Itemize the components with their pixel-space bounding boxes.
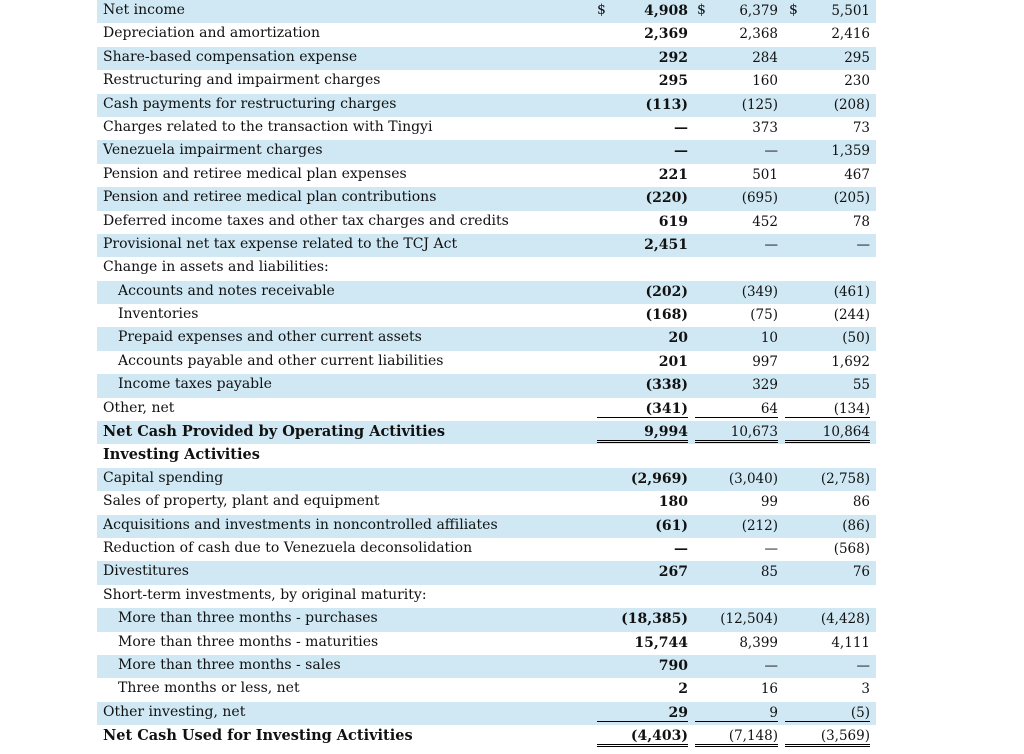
row-label: Cash payments for restructuring charges bbox=[103, 95, 397, 112]
row-label: Depreciation and amortization bbox=[103, 25, 321, 42]
value-col2: 85 bbox=[760, 564, 778, 581]
value-col1: (338) bbox=[645, 377, 688, 394]
value-col3: 86 bbox=[852, 494, 870, 511]
currency-symbol: $ bbox=[597, 2, 606, 18]
value-col3: (5) bbox=[785, 705, 870, 722]
value-col3: (86) bbox=[842, 517, 870, 534]
table-row bbox=[97, 468, 876, 491]
value-col1: — bbox=[674, 540, 688, 557]
value-col2: 997 bbox=[752, 353, 778, 370]
row-label: Net income bbox=[103, 2, 185, 18]
row-label: Pension and retiree medical plan expenses bbox=[103, 165, 407, 182]
value-col3: 2,416 bbox=[831, 26, 870, 43]
total-row bbox=[97, 421, 876, 444]
value-col3: 3 bbox=[861, 681, 870, 698]
table-row bbox=[97, 632, 876, 655]
value-col2: 16 bbox=[760, 681, 778, 698]
value-col1: 267 bbox=[658, 564, 688, 581]
value-col3: (134) bbox=[785, 401, 870, 418]
table-row bbox=[97, 374, 876, 397]
value-col3: 230 bbox=[844, 73, 870, 90]
value-col1: 790 bbox=[658, 657, 688, 674]
table-row bbox=[97, 538, 876, 561]
value-col3: (2,758) bbox=[820, 470, 870, 487]
value-col2: — bbox=[764, 657, 778, 674]
row-label: Restructuring and impairment charges bbox=[103, 72, 381, 89]
table-row bbox=[97, 94, 876, 117]
value-col3: 467 bbox=[844, 166, 870, 183]
row-label: Acquisitions and investments in noncontrolled affiliates bbox=[103, 516, 498, 533]
value-col2: (125) bbox=[741, 96, 778, 113]
value-col3: 78 bbox=[852, 213, 870, 230]
value-col1: 20 bbox=[668, 330, 688, 347]
value-col3: 1,692 bbox=[831, 353, 870, 370]
value-col3: — bbox=[856, 657, 870, 674]
value-col1: 2 bbox=[678, 681, 688, 698]
row-label: Charges related to the transaction with Tingyi bbox=[103, 118, 433, 135]
value-col1: 292 bbox=[658, 49, 688, 66]
row-label: Capital spending bbox=[103, 469, 224, 486]
row-label: More than three months - sales bbox=[118, 656, 341, 673]
row-label: Venezuela impairment charges bbox=[103, 142, 323, 159]
row-label: Three months or less, net bbox=[118, 680, 300, 697]
value-col1: 201 bbox=[658, 353, 688, 370]
row-label: Income taxes payable bbox=[118, 376, 272, 393]
section-subheading: Change in assets and liabilities: bbox=[103, 259, 329, 276]
value-col3: 295 bbox=[844, 49, 870, 66]
table-row bbox=[97, 187, 876, 210]
value-col1: (113) bbox=[645, 96, 688, 113]
row-label: Accounts and notes receivable bbox=[118, 282, 335, 299]
table-row bbox=[97, 561, 876, 584]
value-col1: 15,744 bbox=[634, 634, 688, 651]
table-row bbox=[97, 0, 876, 23]
value-col3: (50) bbox=[842, 330, 870, 347]
total-col2: (7,148) bbox=[695, 728, 778, 747]
cash-flow-statement-table bbox=[97, 0, 876, 749]
row-label: Other investing, net bbox=[103, 703, 246, 720]
value-col2: (3,040) bbox=[728, 470, 778, 487]
value-col2: (212) bbox=[741, 517, 778, 534]
value-col2: (695) bbox=[741, 190, 778, 207]
row-label: Share-based compensation expense bbox=[103, 48, 358, 65]
total-label: Net Cash Provided by Operating Activities bbox=[103, 423, 446, 441]
currency-symbol: $ bbox=[697, 2, 706, 18]
table-row bbox=[97, 140, 876, 163]
value-col1: (18,385) bbox=[621, 611, 688, 628]
value-col3: (568) bbox=[833, 540, 870, 557]
row-label: Pension and retiree medical plan contributions bbox=[103, 189, 437, 206]
value-col2: — bbox=[764, 540, 778, 557]
row-label: Inventories bbox=[118, 306, 199, 323]
currency-symbol: $ bbox=[789, 2, 798, 18]
value-col2: 64 bbox=[695, 401, 778, 418]
table-row bbox=[97, 164, 876, 187]
value-col1: (341) bbox=[597, 401, 688, 418]
table-row bbox=[97, 608, 876, 631]
table-row bbox=[97, 281, 876, 304]
table-row bbox=[97, 211, 876, 234]
table-row bbox=[97, 47, 876, 70]
value-col1: 295 bbox=[658, 73, 688, 90]
table-row bbox=[97, 234, 876, 257]
value-col1: 2,451 bbox=[644, 236, 688, 253]
total-col3: (3,569) bbox=[785, 728, 870, 747]
total-col3: 10,864 bbox=[785, 424, 870, 443]
table-row bbox=[97, 515, 876, 538]
value-col2: — bbox=[764, 143, 778, 160]
value-col2: 452 bbox=[752, 213, 778, 230]
value-col1: 4,908 bbox=[644, 3, 688, 19]
section-subheading-row bbox=[97, 585, 876, 608]
value-col3: 4,111 bbox=[831, 634, 870, 651]
total-col1: (4,403) bbox=[597, 728, 688, 747]
value-col3: (244) bbox=[833, 307, 870, 324]
value-col3: (4,428) bbox=[820, 611, 870, 628]
section-subheading-row bbox=[97, 257, 876, 280]
value-col2: 160 bbox=[752, 73, 778, 90]
value-col3: 73 bbox=[852, 119, 870, 136]
table-row bbox=[97, 678, 876, 701]
total-label: Net Cash Used for Investing Activities bbox=[103, 727, 413, 745]
value-col2: 9 bbox=[695, 705, 778, 722]
row-label: Provisional net tax expense related to the TCJ Act bbox=[103, 235, 458, 252]
value-col2: 99 bbox=[760, 494, 778, 511]
total-col1: 9,994 bbox=[597, 424, 688, 443]
table-row bbox=[97, 491, 876, 514]
value-col1: (2,969) bbox=[630, 470, 688, 487]
value-col3: — bbox=[856, 236, 870, 253]
table-row bbox=[97, 117, 876, 140]
total-row bbox=[97, 725, 876, 748]
row-label: Divestitures bbox=[103, 563, 189, 580]
value-col1: (168) bbox=[645, 307, 688, 324]
value-col3: (461) bbox=[833, 283, 870, 300]
table-row bbox=[97, 398, 876, 421]
value-col3: (208) bbox=[833, 96, 870, 113]
value-col3: 1,359 bbox=[831, 143, 870, 160]
table-row bbox=[97, 327, 876, 350]
value-col2: 373 bbox=[752, 119, 778, 136]
value-col2: 284 bbox=[752, 49, 778, 66]
row-label: Accounts payable and other current liabilities bbox=[118, 352, 444, 369]
value-col2: 6,379 bbox=[739, 3, 778, 19]
section-heading: Investing Activities bbox=[103, 446, 260, 464]
value-col3: 76 bbox=[852, 564, 870, 581]
table-row bbox=[97, 23, 876, 46]
table-row bbox=[97, 304, 876, 327]
value-col2: (12,504) bbox=[720, 611, 778, 628]
row-label: More than three months - purchases bbox=[118, 610, 378, 627]
value-col2: 501 bbox=[752, 166, 778, 183]
value-col1: — bbox=[674, 143, 688, 160]
total-col2: 10,673 bbox=[695, 424, 778, 443]
section-heading-row bbox=[97, 444, 876, 467]
value-col1: 29 bbox=[597, 705, 688, 722]
row-label: Sales of property, plant and equipment bbox=[103, 493, 380, 510]
value-col1: 221 bbox=[658, 166, 688, 183]
row-label: More than three months - maturities bbox=[118, 633, 379, 650]
value-col2: 10 bbox=[760, 330, 778, 347]
value-col1: (202) bbox=[645, 283, 688, 300]
value-col2: 329 bbox=[752, 377, 778, 394]
value-col2: 2,368 bbox=[739, 26, 778, 43]
value-col1: — bbox=[674, 119, 688, 136]
table-row bbox=[97, 655, 876, 678]
value-col2: (75) bbox=[750, 307, 778, 324]
value-col3: (205) bbox=[833, 190, 870, 207]
value-col3: 5,501 bbox=[831, 3, 870, 19]
row-label: Other, net bbox=[103, 399, 175, 416]
value-col1: 619 bbox=[658, 213, 688, 230]
value-col3: 55 bbox=[852, 377, 870, 394]
table-row bbox=[97, 351, 876, 374]
value-col1: 2,369 bbox=[644, 26, 688, 43]
table-row bbox=[97, 702, 876, 725]
row-label: Deferred income taxes and other tax charges and credits bbox=[103, 212, 509, 229]
value-col1: 180 bbox=[658, 494, 688, 511]
table-row bbox=[97, 70, 876, 93]
value-col2: 8,399 bbox=[739, 634, 778, 651]
value-col1: (220) bbox=[645, 190, 688, 207]
section-subheading: Short-term investments, by original maturity: bbox=[103, 586, 427, 603]
value-col2: — bbox=[764, 236, 778, 253]
value-col2: (349) bbox=[741, 283, 778, 300]
value-col1: (61) bbox=[655, 517, 688, 534]
row-label: Reduction of cash due to Venezuela deconsolidation bbox=[103, 539, 473, 556]
row-label: Prepaid expenses and other current assets bbox=[118, 329, 422, 346]
